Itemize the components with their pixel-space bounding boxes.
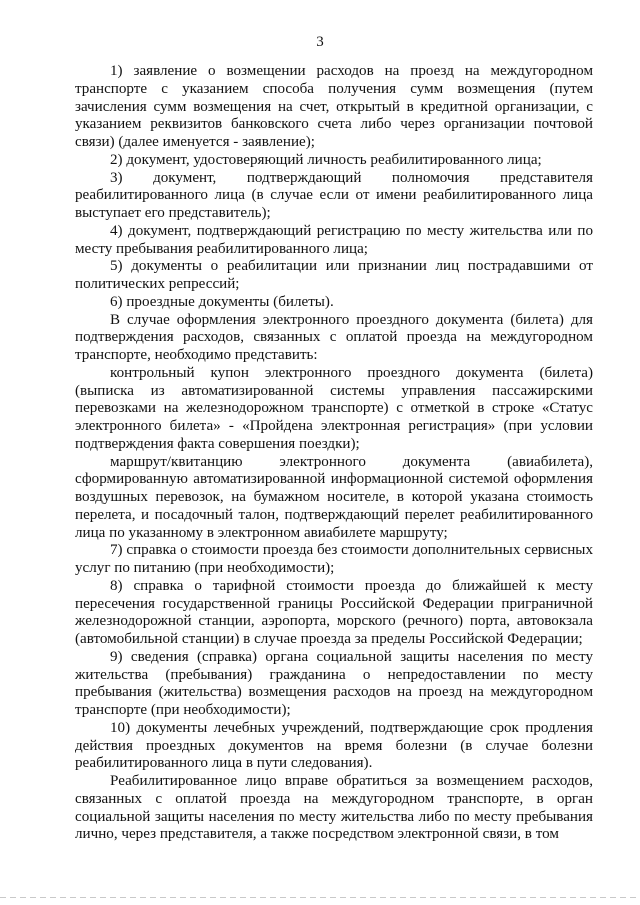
- paragraph-electronic-ticket-intro: В случае оформления электронного проездного документа (билета) для подтверждения расходов, связанных с оплатой проезда на междугородном транспорте, необходимо представить:: [75, 311, 593, 363]
- page-bottom-divider: [0, 897, 640, 898]
- paragraph-item-9: 9) сведения (справка) органа социальной защиты населения по месту жительства (пребывания) гражданина о непредоставлении по месту пребывания (жительства) возмещения расходов на проезд на междугородном транспорте (при необходимости);: [75, 648, 593, 718]
- paragraph-rail-coupon: контрольный купон электронного проездного документа (билета) (выписка из автоматизированной системы управления пассажирскими перевозками на железнодорожном транспорте) с отметкой в строке «Статус электронного билета» - «Пройдена электронная регистрация» (при условии подтверждения факта совершения поездки);: [75, 364, 593, 452]
- paragraph-item-1: 1) заявление о возмещении расходов на проезд на междугородном транспорте с указанием способа получения сумм возмещения (путем зачисления сумм возмещения на счет, открытый в кредитной организации, с указанием реквизитов банковского счета либо через организации почтовой связи) (далее именуется - заявление);: [75, 63, 593, 150]
- paragraph-item-2: 2) документ, удостоверяющий личность реабилитированного лица;: [110, 151, 542, 168]
- paragraph-item-3: 3) документ, подтверждающий полномочия представителя реабилитированного лица (в случае если от имени реабилитированного лица выступает его представитель);: [75, 169, 593, 221]
- page-number: 3: [316, 34, 324, 50]
- document-body: [75, 63, 593, 844]
- paragraph-air-ticket-receipt: маршрут/квитанцию электронного документа (авиабилета), сформированную автоматизированной информационной системой оформления воздушных перевозок, на бумажном носителе, в которой указана стоимость перелета, и посадочный талон, подтверждающий перелет реабилитированного лица по указанному в электронном авиабилете маршруту;: [75, 453, 593, 541]
- paragraph-application-methods: Реабилитированное лицо вправе обратиться за возмещением расходов, связанных с оплатой проезда на междугородном транспорте, в орган социальной защиты населения по месту жительства либо по месту пребывания лично, через представителя, а также посредством электронной связи, в том: [75, 773, 593, 843]
- paragraph-item-7: 7) справка о стоимости проезда без стоимости дополнительных сервисных услуг по питанию (при необходимости);: [75, 542, 593, 576]
- paragraph-item-10: 10) документы лечебных учреждений, подтверждающие срок продления действия проездных документов на время болезни (в случае болезни реабилитированного лица в пути следования).: [75, 719, 593, 772]
- paragraph-item-8: 8) справка о тарифной стоимости проезда до ближайшей к месту пересечения государственной границы Российской Федерации приграничной железнодорожной станции, аэропорта, морского (речного) порта, автовокзала (автомобильной станции) в случае проезда за пределы Российской Федерации;: [75, 577, 593, 647]
- paragraph-item-6: 6) проездные документы (билеты).: [110, 293, 334, 310]
- paragraph-item-4: 4) документ, подтверждающий регистрацию по месту жительства или по месту пребывания реабилитированного лица;: [75, 222, 593, 257]
- paragraph-item-5: 5) документы о реабилитации или признании лиц пострадавшими от политических репрессий;: [75, 258, 593, 292]
